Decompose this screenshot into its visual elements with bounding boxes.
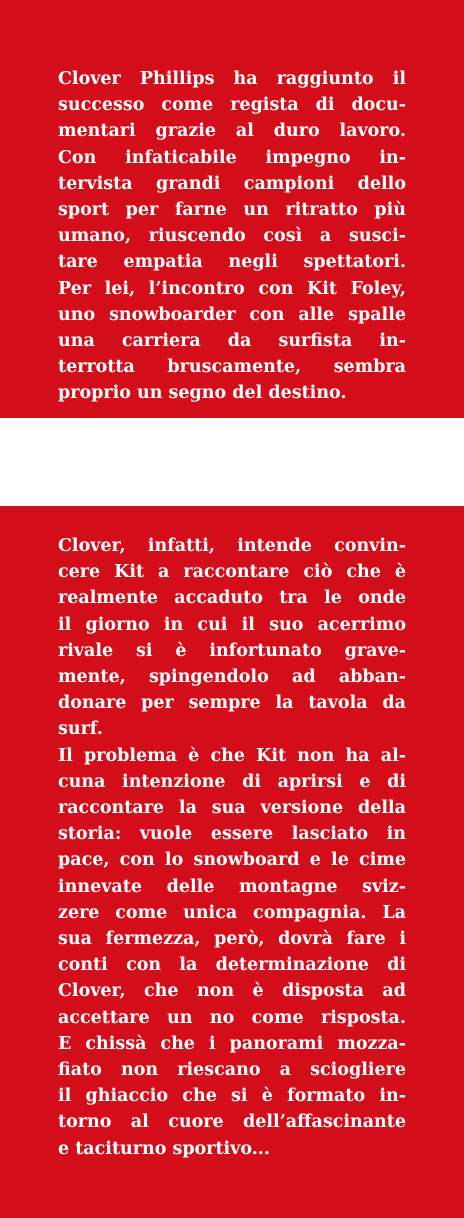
text-line: e taciturno sportivo... [58,1138,270,1159]
text-line: conti con la determinazione di [58,955,406,976]
text-line: sport per farne un ritratto più [58,200,406,221]
text-line: torno al cuore dell’affascinante [58,1112,406,1133]
text-line: realmente accaduto tra le onde [58,588,406,609]
text-line: Clover, infatti, intende convin- [58,536,406,556]
text-line: uno snowboarder con alle spalle [58,304,406,325]
text-line: il ghiaccio che si è formato in- [58,1086,406,1107]
text-line: Clover Phillips ha raggiunto il [58,69,406,89]
text-line: raccontare la sua versione della [58,798,406,819]
text-line: proprio un segno del destino. [58,383,347,404]
text-line: terrotta bruscamente, sembra [58,357,406,378]
text-line: cere Kit a raccontare ciò che è [58,562,406,583]
text-line: successo come regista di docu- [58,95,406,116]
text-line: pace, con lo snowboard e le cime [58,850,406,871]
text-line: surf. [58,719,103,740]
bottom-paragraph-2 [58,743,406,1162]
text-line: Clover, che non è disposta ad [58,981,406,1002]
text-line: accettare un no come risposta. [58,1007,406,1028]
text-line: Il problema è che Kit non ha al- [58,745,406,766]
text-line: Con infaticabile impegno in- [58,147,406,168]
text-line: innevate delle montagne sviz- [58,876,406,897]
text-line: donare per sempre la tavola da [58,693,406,714]
text-line: E chissà che i panorami mozza- [58,1033,406,1054]
text-line: tervista grandi campioni dello [58,173,406,194]
text-line: tare empatia negli spettatori. [58,252,406,273]
text-line: storia: vuole essere lasciato in [58,824,406,845]
text-line: il giorno in cui il suo acerrimo [58,614,406,635]
text-line: rivale si è infortunato grave- [58,640,406,661]
bottom-text-panel [0,506,464,1218]
top-paragraph [58,66,406,407]
text-line: mente, spingendolo ad abban- [58,667,406,688]
text-line: fiato non riescano a sciogliere [58,1060,406,1081]
bottom-paragraph-1 [58,533,406,743]
top-text-panel [0,0,464,418]
text-line: umano, riuscendo così a susci- [58,226,406,247]
text-line: zere come unica compagnia. La [58,902,406,923]
text-line: mentari grazie al duro lavoro. [58,121,406,142]
text-line: cuna intenzione di aprirsi e di [58,771,406,792]
text-line: una carriera da surfista in- [58,331,406,352]
text-line: sua fermezza, però, dovrà fare i [58,929,406,950]
text-line: Per lei, l’incontro con Kit Foley, [58,278,406,299]
